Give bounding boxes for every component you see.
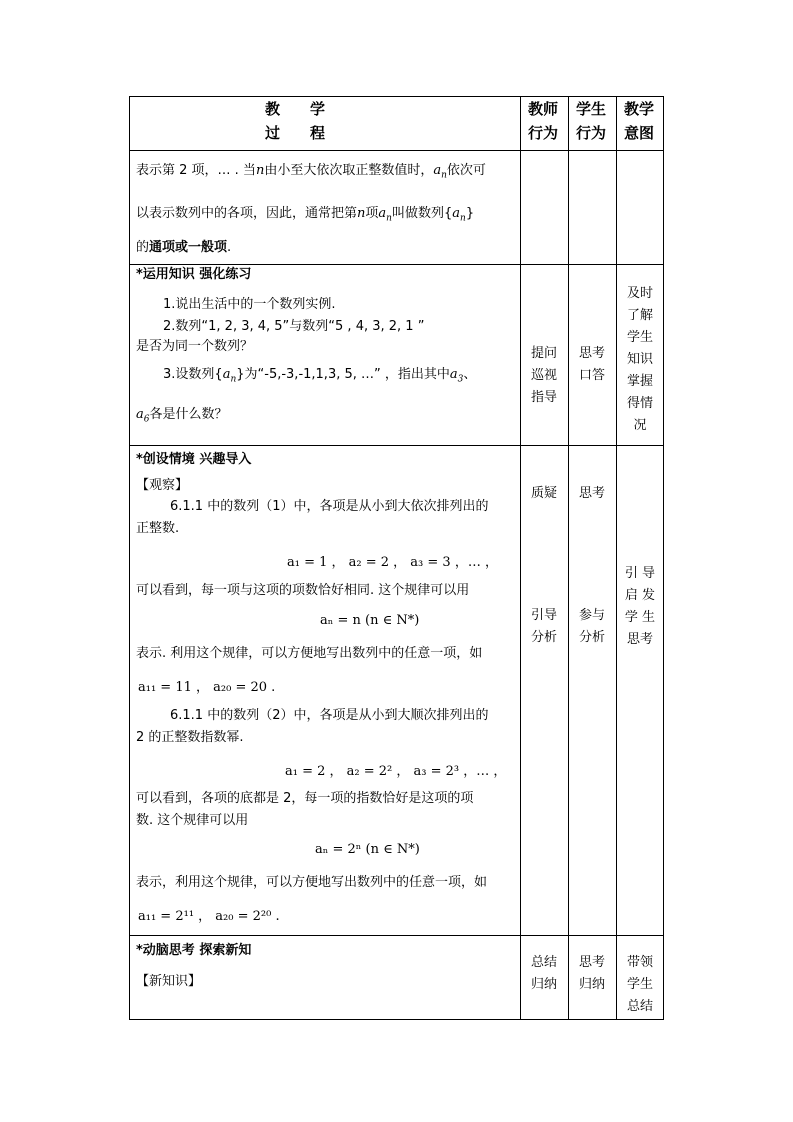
row1-line2: 以表示数列中的各项，因此，通常把第n项$a_n$叫做数列$\{a_n\}$ <box>136 206 475 224</box>
row2-question2-cont: 是否为同一个数列？ <box>136 339 254 354</box>
row3-intent: 引 导 启 发 学 生 思考 <box>624 566 656 647</box>
row3-formula4: a₁ = 2 ， a₂ = 2² ， a₃ = 2³ ，… ， <box>285 764 507 779</box>
column-divider <box>616 97 617 1019</box>
row4-intent: 带领 学生 总结 <box>626 955 653 1014</box>
row4-teacher: 总结 归纳 <box>530 955 557 992</box>
column-divider <box>568 97 569 1019</box>
row3-formula6: a₁₁ = 2¹¹ ， a₂₀ = 2²⁰ . <box>138 909 280 924</box>
row2-teacher: 提问 巡视 指导 <box>530 346 557 405</box>
row2-question2: 2.数列“1, 2, 3, 4, 5”与数列“5 , 4, 3, 2, 1 ” <box>163 319 425 334</box>
row3-para1-cont: 正整数. <box>136 521 180 536</box>
row2-question1: 1.说出生活中的一个数列实例. <box>163 297 336 312</box>
row3-formula3: a₁₁ = 11 ， a₂₀ = 20 . <box>138 680 276 695</box>
row3-para4-cont: 2 的正整数指数幂. <box>136 730 244 745</box>
row4-newknowledge: 【新知识】 <box>136 974 202 989</box>
header-col2-line1: 教师 <box>528 100 559 118</box>
row2-title: *运用知识 强化练习 <box>136 267 252 282</box>
row1-line3: 的通项或一般项. <box>136 240 232 255</box>
row3-formula2: aₙ = n (n ∈ N*) <box>320 613 420 628</box>
row3-para5: 可以看到，各项的底都是 2，每一项的指数恰好是这项的项 <box>136 791 474 806</box>
row3-para3: 表示. 利用这个规律，可以方便地写出数列中的任意一项，如 <box>136 646 483 661</box>
header-col1-line2: 过 程 <box>265 124 326 142</box>
header-col2-line2: 行为 <box>528 124 559 142</box>
lesson-table <box>129 96 664 1020</box>
row3-student-think: 思考 <box>578 486 605 501</box>
header-col3-line2: 行为 <box>576 124 607 142</box>
row3-para2: 可以看到，每一项与这项的项数恰好相同. 这个规律可以用 <box>136 583 470 598</box>
header-col4-line1: 教学 <box>624 100 655 118</box>
row3-observe: 【观察】 <box>136 478 189 493</box>
header-col4-line2: 意图 <box>624 124 655 142</box>
row-divider <box>130 150 663 151</box>
row3-para4: 6.1.1 中的数列（2）中，各项是从小到大顺次排列出的 <box>170 708 489 723</box>
row4-title: *动脑思考 探索新知 <box>136 943 252 958</box>
row3-student-participate: 参与 分析 <box>578 608 605 645</box>
column-divider <box>520 97 521 1019</box>
row3-teacher-question: 质疑 <box>530 486 557 501</box>
row3-para6: 表示，利用这个规律，可以方便地写出数列中的任意一项，如 <box>136 875 488 890</box>
row2-question3-cont: $a_6$各是什么数？ <box>136 407 228 425</box>
row-divider <box>130 264 663 265</box>
row3-teacher-guide: 引导 分析 <box>530 608 557 645</box>
row3-formula1: a₁ = 1 ， a₂ = 2 ， a₃ = 3 ，… ， <box>287 555 498 570</box>
row-divider <box>130 445 663 446</box>
row3-formula5: aₙ = 2ⁿ (n ∈ N*) <box>315 842 420 857</box>
header-col3-line1: 学生 <box>576 100 607 118</box>
header-col1-line1: 教 学 <box>265 100 326 118</box>
row2-intent: 及时 了解 学生 知识 掌握 得情 况 <box>626 286 653 433</box>
row2-question3: 3.设数列$\{a_n\}$为“-5,-3,-1,1,3, 5, …” ，指出其中$a_3$、 <box>163 367 477 385</box>
row1-line1: 表示第 2 项，… . 当n由小至大依次取正整数值时，$a_n$依次可 <box>136 163 486 181</box>
row3-para1: 6.1.1 中的数列（1）中，各项是从小到大依次排列出的 <box>170 499 489 514</box>
row4-student: 思考 归纳 <box>578 955 605 992</box>
row-divider <box>130 935 663 936</box>
row2-student: 思考 口答 <box>578 346 605 383</box>
row3-title: *创设情境 兴趣导入 <box>136 452 252 467</box>
row3-para5-cont: 数. 这个规律可以用 <box>136 813 249 828</box>
